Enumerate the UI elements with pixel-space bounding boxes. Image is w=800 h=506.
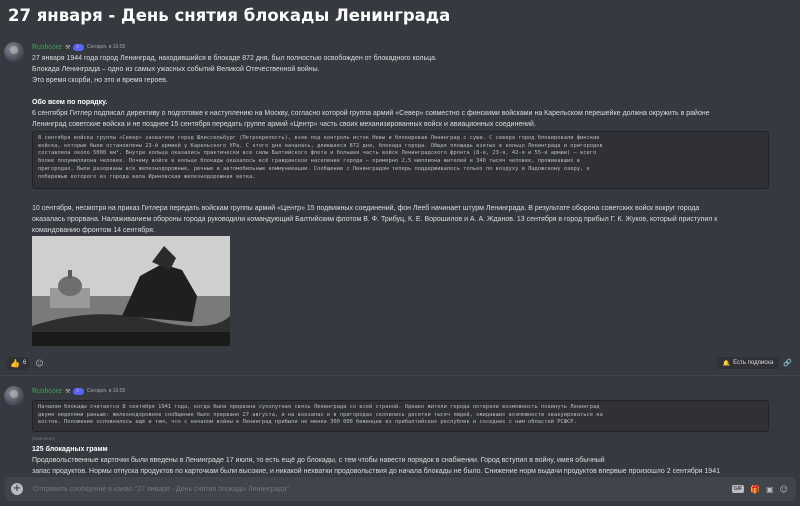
text-line: Это время скорби, но это и время героев. — [32, 77, 168, 84]
message-list[interactable] — [0, 36, 800, 475]
add-reaction-icon[interactable]: ☺ — [35, 358, 44, 368]
message-input[interactable] — [33, 481, 732, 497]
bell-icon: 🔔 — [722, 359, 731, 367]
composer-tools — [732, 485, 788, 494]
author-name[interactable]: Rushcore — [32, 43, 62, 51]
message — [0, 380, 800, 475]
reaction-thumbs-up[interactable] — [6, 357, 30, 370]
text-line: 10 сентября, несмотря на приказ Гитлера передать войскам группы армий «Центр» 15 подвижных соединений, фон Лееб начинает штурм Ленинграда. В результате оборона советских войск вокруг города — [32, 205, 700, 212]
subscription-label: Есть подписка — [733, 360, 774, 366]
text-line: командованию фронтом 14 сентября. — [32, 227, 155, 234]
message-composer — [5, 477, 796, 501]
section-title: 125 блокадных грамм — [32, 446, 108, 453]
role-badge: ☾ — [73, 388, 83, 395]
gift-icon[interactable]: 🎁 — [750, 484, 761, 494]
quote-line: Началом блокады считается 8 сентября 1941 года, когда была прервана сухопутная связь Ленинграда со всей страной. Однако жители города потеряли возможность покинуть Ленинград — [38, 404, 600, 410]
role-badge: ☾ — [73, 44, 83, 51]
text-line: 6 сентября Гитлер подписал директиву о подготовке к наступлению на Москву, согласно которой группа армий «Север» совместно с финскими войсками на Карельском перешейке должна окружить в районе — [32, 110, 710, 117]
attached-photo[interactable] — [32, 236, 230, 346]
message-divider — [0, 375, 800, 376]
message-paragraph — [32, 203, 776, 236]
attach-plus-icon[interactable]: + — [12, 483, 22, 494]
moderator-icon: ⚒ — [64, 43, 71, 51]
message-section — [32, 444, 776, 477]
timestamp: Сегодня, в 10:55 — [86, 44, 126, 50]
quote-line: более полумиллиона человек. Почему войск в кольце блокады оказалось всё гражданское население города — примерно 2,5 миллиона жителей и 340 тысяч человек, проживавших в — [38, 158, 580, 165]
thumbs-up-icon: 👍 — [10, 358, 20, 368]
reaction-bar — [6, 356, 44, 370]
message — [0, 36, 800, 370]
quote-line: составляла около 5000 км². Внутри кольца оказались практически все силы Балтийского флота и большая часть войск Ленинградского фронта (8-я, 23-я, 42-я и 55-я армии) — всего — [38, 150, 597, 157]
sticker-icon[interactable]: ▣ — [766, 484, 774, 494]
link-icon[interactable]: 🔗 — [783, 359, 792, 367]
text-line: Ленинград советские войска и не позднее 15 сентября передать группе армий «Центр» часть своих механизированных войск и авиационных соединений. — [32, 121, 536, 128]
avatar[interactable] — [4, 386, 24, 406]
reaction-count: 6 — [22, 360, 27, 366]
message-header — [32, 385, 125, 397]
subscription-area — [717, 356, 792, 370]
text-line: Блокада Ленинграда – одно из самых ужасных событий Великой Отечественной войны. — [32, 66, 320, 73]
subscription-button[interactable] — [717, 357, 780, 369]
quote-line: побережью которого из города вела Ириновская железнодорожная ветка. — [38, 173, 256, 180]
author-name[interactable]: Rushcore — [32, 387, 62, 395]
text-line: запас продуктов. Нормы отпуска продуктов по карточкам были высокие, и никакой нехватки продовольствия до начала блокады не было. Снижение норм выдачи продуктов впервые произошло 2 сентября 1941 — [32, 468, 720, 475]
monument-photo-image — [32, 236, 230, 346]
gif-button[interactable]: GIF — [733, 486, 743, 492]
quote-block — [32, 400, 769, 432]
quote-line: двумя неделями раньше: железнодорожное сообщение было прервано 27 августа, и на вокзалах и в пригородах скопились десятки тысяч людей, ожидавших возможности эвакуироваться на — [38, 411, 603, 418]
quote-line: войска, которые были остановлены 23-й армией у Карельского УРа. С этого дня началась, длившаяся 872 дня, блокада города. Общая площадь взятых в кольцо Ленинграда и пригородов — [38, 142, 603, 149]
moderator-icon: ⚒ — [64, 387, 71, 395]
text-line: Продовольственные карточки были введены в Ленинграде 17 июля, то есть ещё до блокады, с тем чтобы навести порядок в снабжении. Город вступил в войну, имея обычный — [32, 457, 605, 464]
quote-line: восток. Положение осложнялось ещё и тем, что с началом войны в Ленинград прибыли не менее 300 000 беженцев из прибалтийских республик и соседних с ним областей РСФСР. — [38, 419, 577, 426]
quote-line: 8 сентября войска группы «Север» захватили город Шлиссельбург (Петрокрепость), взяв под контроль исток Невы и блокировав Ленинград с суши. С севера город блокировали финские — [38, 135, 600, 141]
timestamp: Сегодня, в 10:55 — [86, 388, 126, 394]
emoji-icon[interactable]: ☺ — [779, 484, 788, 494]
edited-label: (изменено) — [32, 436, 56, 441]
message-header — [32, 41, 125, 53]
quote-block — [32, 131, 769, 189]
channel-title: 27 января - День снятия блокады Ленинграда — [8, 6, 451, 25]
section-title: Обо всем по порядку. — [32, 99, 108, 106]
text-line: 27 января 1944 года город Ленинград, находившийся в блокаде 872 дня, был полностью освобожден от блокадного кольца. — [32, 55, 437, 62]
message-section — [32, 97, 776, 130]
message-intro — [32, 53, 776, 86]
quote-line: пригородах. Были разорваны все железнодорожные, речные и автомобильные коммуникации. Сообщение с Ленинградом теперь поддерживалось только по воздуху и Ладожскому озеру, к — [38, 165, 590, 172]
channel-header — [0, 0, 800, 34]
text-line: оказалась прорвана. Налаживанием обороны города руководили командующий Балтийским флотом В. Ф. Трибуц, К. Е. Ворошилов и А. А. Жданов. 13 сентября в город прибыл Г. К. Жуков, который приступил к — [32, 216, 718, 223]
avatar[interactable] — [4, 42, 24, 62]
